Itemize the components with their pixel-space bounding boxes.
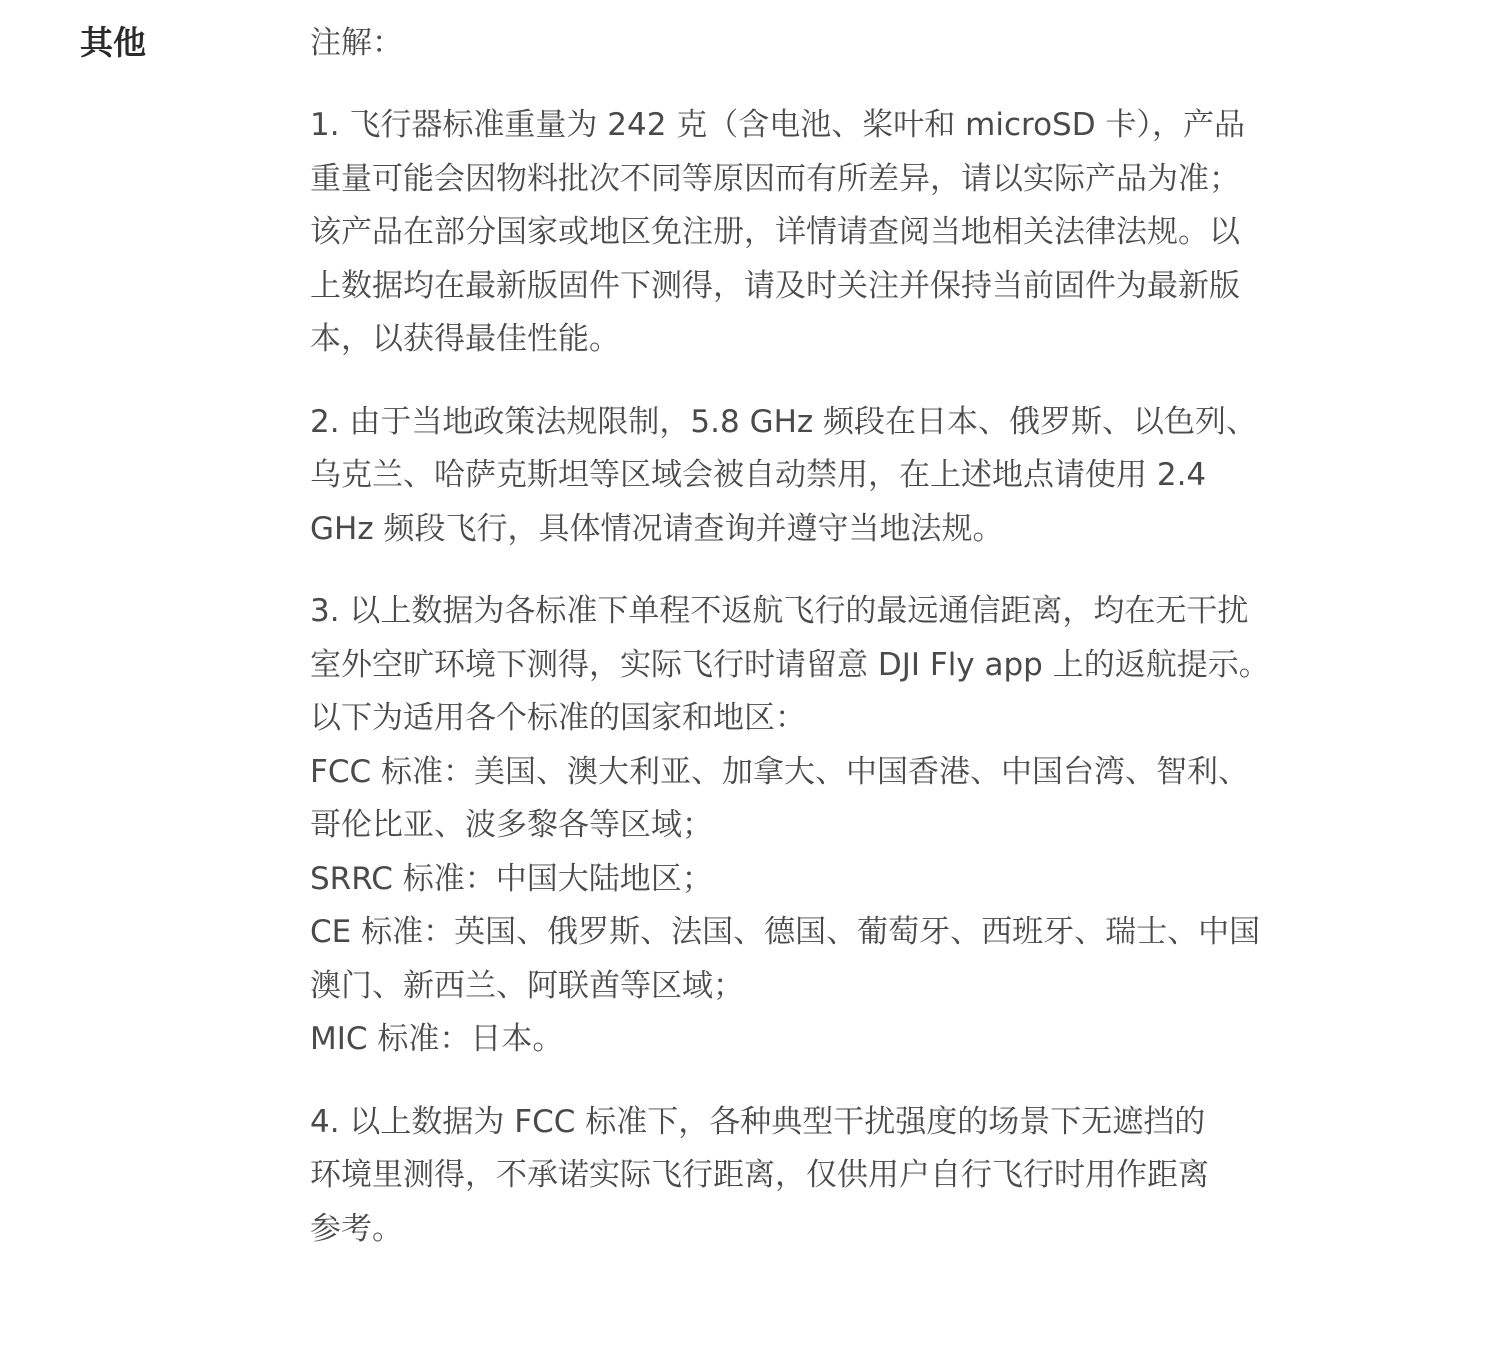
section-label: 其他 <box>80 23 146 62</box>
note-line: 3. 以上数据为各标准下单程不返航飞行的最远通信距离，均在无干扰 <box>310 593 1249 629</box>
note-3 <box>310 585 1420 1067</box>
note-line: 室外空旷环境下测得，实际飞行时请留意 DJI Fly app 上的返航提示。 <box>310 646 1270 683</box>
notes-intro: 注解： <box>310 25 403 61</box>
note-line: 哥伦比亚、波多黎各等区域； <box>310 807 713 843</box>
note-line: 2. 由于当地政策法规限制，5.8 GHz 频段在日本、俄罗斯、以色列、 <box>310 403 1258 440</box>
note-line: FCC 标准：美国、澳大利亚、加拿大、中国香港、中国台湾、智利、 <box>310 753 1249 790</box>
note-line: GHz 频段飞行，具体情况请查询并遵守当地法规。 <box>310 510 1004 547</box>
note-line: CE 标准：英国、俄罗斯、法国、德国、葡萄牙、西班牙、瑞士、中国 <box>310 914 1261 950</box>
note-line: 参考。 <box>310 1210 403 1247</box>
note-4 <box>310 1096 1420 1257</box>
notes-content <box>310 18 1420 1285</box>
note-line: MIC 标准：日本。 <box>310 1021 564 1057</box>
note-line: 环境里测得，不承诺实际飞行距离，仅供用户自行飞行时用作距离 <box>310 1157 1209 1193</box>
note-line: 澳门、新西兰、阿联酋等区域； <box>310 967 744 1004</box>
note-line: 以下为适用各个标准的国家和地区： <box>310 700 806 736</box>
note-line: 1. 飞行器标准重量为 242 克（含电池、桨叶和 microSD 卡），产品 <box>310 107 1245 143</box>
note-line: SRRC 标准：中国大陆地区； <box>310 860 713 897</box>
note-line: 本，以获得最佳性能。 <box>310 321 620 357</box>
note-line: 4. 以上数据为 FCC 标准下，各种典型干扰强度的场景下无遮挡的 <box>310 1103 1206 1140</box>
note-line: 乌克兰、哈萨克斯坦等区域会被自动禁用，在上述地点请使用 2.4 <box>310 457 1207 493</box>
note-2 <box>310 396 1420 557</box>
note-line: 该产品在部分国家或地区免注册，详情请查阅当地相关法律法规。以 <box>310 214 1240 250</box>
note-line: 重量可能会因物料批次不同等原因而有所差异，请以实际产品为准； <box>310 160 1240 197</box>
note-line: 上数据均在最新版固件下测得，请及时关注并保持当前固件为最新版 <box>310 267 1240 304</box>
note-1 <box>310 99 1420 367</box>
